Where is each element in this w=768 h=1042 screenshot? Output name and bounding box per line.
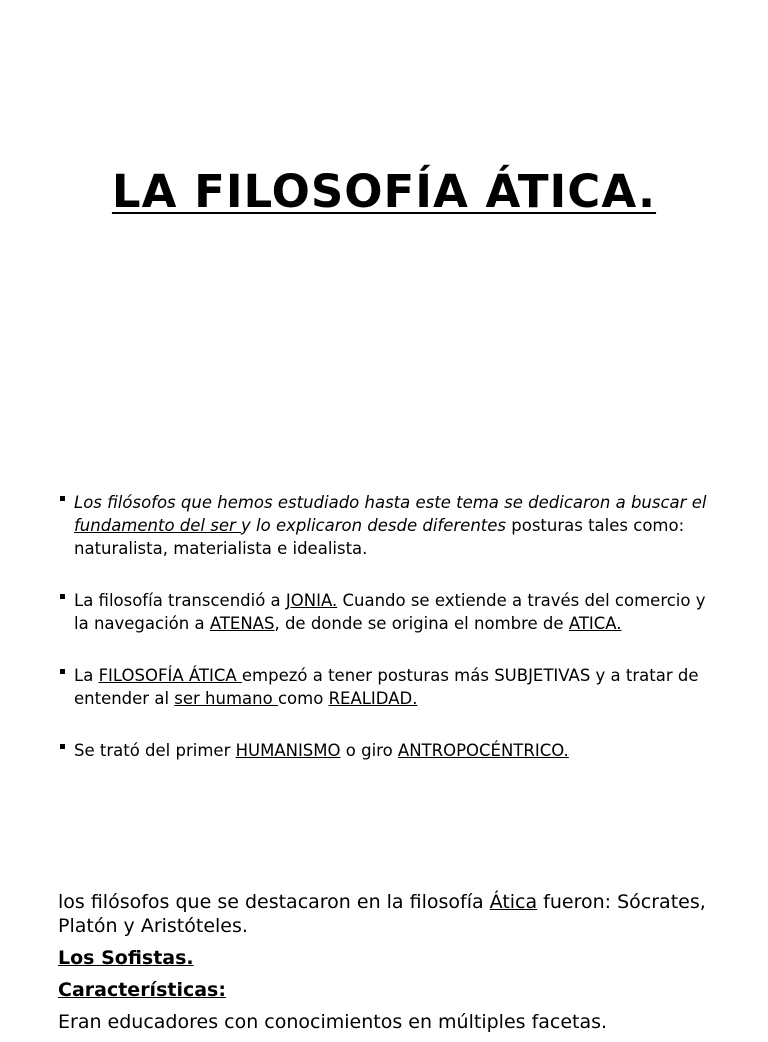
bullet-list	[58, 491, 718, 791]
square-bullet-icon	[60, 669, 65, 674]
list-item: Se trató del primer HUMANISMO o giro ANTROPOCÉNTRICO.	[58, 739, 718, 762]
paragraph: Eran educadores con conocimientos en múltiples facetas.	[58, 1011, 608, 1033]
body-text	[58, 890, 718, 1042]
paragraph: los filósofos que se destacaron en la filosofía Ática fueron: Sócrates, Platón y Aristóteles.	[58, 891, 706, 937]
list-item: La FILOSOFÍA ÁTICA empezó a tener posturas más SUBJETIVAS y a tratar de entender al ser humano como REALIDAD.	[58, 664, 718, 710]
square-bullet-icon	[60, 496, 65, 501]
square-bullet-icon	[60, 594, 65, 599]
square-bullet-icon	[60, 744, 65, 749]
list-item: La filosofía transcendió a JONIA. Cuando se extiende a través del comercio y la navegación a ATENAS, de donde se origina el nombre de ATICA.	[58, 589, 718, 635]
list-item: Los filósofos que hemos estudiado hasta este tema se dedicaron a buscar el fundamento del ser y lo explicaron desde diferentes posturas tales como: naturalista, materialista e idealista.	[58, 491, 718, 560]
page-title: LA FILOSOFÍA ÁTICA.	[111, 165, 657, 218]
section-heading: Los Sofistas.	[58, 947, 194, 969]
section-heading: Características:	[58, 979, 226, 1001]
